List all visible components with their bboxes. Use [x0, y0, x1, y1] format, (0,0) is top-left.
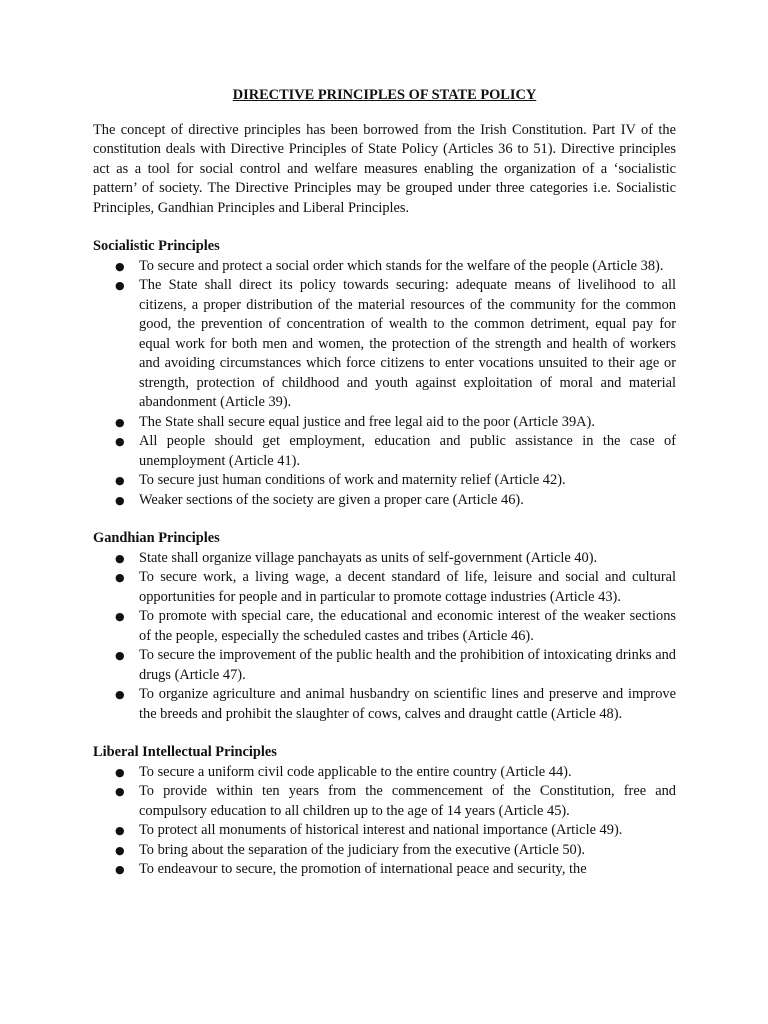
- list-item: [93, 471, 676, 491]
- bullet-icon: ●: [115, 571, 125, 584]
- list-item-text: To provide within ten years from the commencement of the Constitution, free and compulsory education to all children up to the age of 14 years (Article 45).: [139, 783, 676, 819]
- list-item: [93, 568, 676, 607]
- intro-paragraph: The concept of directive principles has been borrowed from the Irish Constitution. Part IV of the constitution deals with Directive Principles of State Policy (Articles 36 to 51). Directive principles act as a tool for social control and welfare measures enabling the organization of a ‘socialistic pattern’ of society. The Directive Principles may be grouped under three categories i.e. Socialistic Principles, Gandhian Principles and Liberal Principles.: [93, 121, 676, 216]
- list-item-text: The State shall direct its policy towards securing: adequate means of livelihood to all citizens, a proper distribution of the material resources of the community for the common good, the prevention of concentration of wealth to the common detriment, equal pay for equal work for both men and women, the protection of the strength and health of workers and avoiding circumstances which force citizens to enter vocations unsuited to their age or strength, protection of childhood and youth against exploitation of moral and material abandonment (Article 39).: [139, 277, 676, 410]
- list-item: [93, 432, 676, 471]
- list-item-text: The State shall secure equal justice and free legal aid to the poor (Article 39A).: [139, 413, 595, 430]
- list-item-text: Weaker sections of the society are given a proper care (Article 46).: [139, 491, 524, 508]
- section-gandhian-principles: [93, 529, 676, 724]
- list-item: [93, 257, 676, 277]
- list-item: [93, 607, 676, 646]
- bullet-list: [93, 763, 676, 880]
- list-item: [93, 782, 676, 821]
- list-item-text: To promote with special care, the educational and economic interest of the weaker sections of the people, especially the scheduled castes and tribes (Article 46).: [139, 608, 676, 644]
- list-item-text: To bring about the separation of the judiciary from the executive (Article 50).: [139, 841, 586, 858]
- list-item: [93, 491, 676, 511]
- bullet-list: [93, 257, 676, 511]
- list-item: [93, 685, 676, 724]
- bullet-icon: ●: [115, 610, 125, 623]
- bullet-icon: ●: [115, 474, 125, 487]
- bullet-icon: ●: [115, 688, 125, 701]
- bullet-icon: ●: [115, 785, 125, 798]
- section-socialistic-principles: [93, 237, 676, 510]
- bullet-icon: ●: [115, 259, 125, 273]
- bullet-icon: ●: [115, 824, 125, 837]
- bullet-icon: ●: [115, 863, 125, 876]
- list-item: [93, 841, 676, 861]
- bullet-icon: ●: [115, 765, 125, 779]
- document-page: [93, 86, 676, 899]
- bullet-icon: ●: [115, 551, 125, 565]
- document-title: DIRECTIVE PRINCIPLES OF STATE POLICY: [232, 87, 537, 103]
- list-item: [93, 276, 676, 413]
- bullet-icon: ●: [115, 493, 125, 507]
- list-item: [93, 821, 676, 841]
- list-item-text: To secure just human conditions of work and maternity relief (Article 42).: [139, 472, 566, 488]
- list-item-text: To secure the improvement of the public health and the prohibition of intoxicating drinks and drugs (Article 47).: [139, 647, 676, 683]
- bullet-icon: ●: [115, 435, 125, 448]
- list-item-text: To protect all monuments of historical interest and national importance (Article 49).: [139, 822, 623, 838]
- list-item-text: To secure and protect a social order which stands for the welfare of the people (Article 38).: [139, 257, 664, 274]
- list-item-text: To secure a uniform civil code applicable to the entire country (Article 44).: [139, 763, 572, 780]
- list-item: [93, 860, 676, 880]
- bullet-icon: ●: [115, 843, 125, 857]
- list-item-text: To secure work, a living wage, a decent standard of life, leisure and social and cultural opportunities for people and in particular to promote cottage industries (Article 43).: [139, 569, 676, 605]
- list-item: [93, 413, 676, 433]
- bullet-icon: ●: [115, 649, 125, 662]
- list-item-text: All people should get employment, education and public assistance in the case of unemployment (Article 41).: [139, 433, 676, 469]
- section-heading: Socialistic Principles: [93, 238, 220, 254]
- section-heading: Liberal Intellectual Principles: [93, 744, 277, 760]
- list-item-text: State shall organize village panchayats as units of self-government (Article 40).: [139, 549, 598, 566]
- list-item: [93, 763, 676, 783]
- list-item: [93, 549, 676, 569]
- bullet-list: [93, 549, 676, 725]
- list-item-text: To organize agriculture and animal husbandry on scientific lines and preserve and improve the breeds and prohibit the slaughter of cows, calves and draught cattle (Article 48).: [139, 686, 676, 722]
- section-liberal-intellectual-principles: [93, 743, 676, 880]
- list-item-text: To endeavour to secure, the promotion of international peace and security, the: [139, 861, 587, 877]
- list-item: [93, 646, 676, 685]
- bullet-icon: ●: [115, 279, 125, 292]
- section-heading: Gandhian Principles: [93, 530, 220, 546]
- bullet-icon: ●: [115, 415, 125, 429]
